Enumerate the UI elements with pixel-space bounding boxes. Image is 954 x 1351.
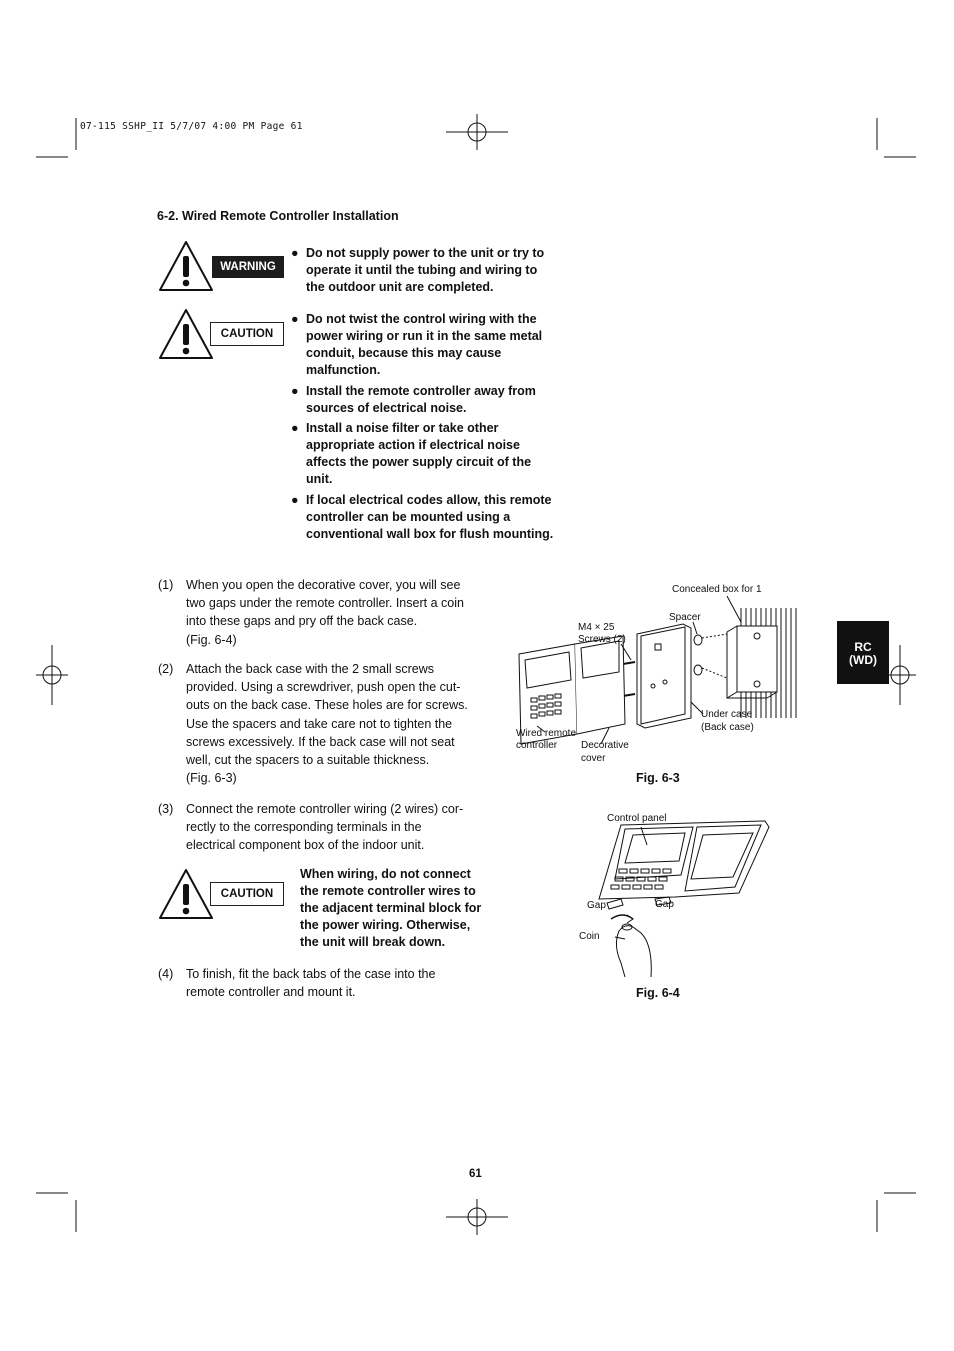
wiring-caution-label: CAUTION: [210, 882, 284, 906]
section-tab-line-2: (WD): [849, 653, 877, 667]
gap-right-label: Gap: [655, 899, 674, 910]
concealed-box-label: Concealed box for 1: [672, 584, 762, 595]
screws-label-1: M4 × 25: [578, 622, 615, 633]
step-number: (3): [158, 802, 174, 816]
decorative-cover-label-2: cover: [581, 753, 606, 764]
caution-item: ● Do not twist the control wiring with the power wiring or run it in the same metal conduit, because this may cause malfunction.: [291, 312, 543, 377]
bullet-icon: ●: [291, 384, 299, 398]
screws-label-2: Screws (2): [578, 634, 626, 645]
caution-list: [291, 311, 556, 543]
caution-label: CAUTION: [210, 322, 284, 346]
decorative-cover-label-1: Decorative: [581, 740, 629, 751]
fig-6-4-caption: Fig. 6-4: [636, 986, 680, 1000]
section-tab: [837, 621, 889, 684]
step-number: (2): [158, 662, 174, 676]
coin-label: Coin: [579, 931, 600, 942]
spacer-label: Spacer: [669, 612, 701, 623]
under-case-label-2: (Back case): [701, 722, 754, 733]
step-1: [158, 576, 488, 652]
gap-left-label: Gap: [587, 900, 606, 911]
step-4: [158, 965, 488, 1005]
bullet-icon: ●: [291, 421, 299, 435]
page-number: 61: [469, 1168, 482, 1180]
caution-item: ● Install the remote controller away from sources of electrical noise.: [291, 384, 536, 415]
print-slug: 07-115 SSHP_II 5/7/07 4:00 PM Page 61: [80, 121, 303, 132]
section-title: 6-2. Wired Remote Controller Installation: [157, 209, 399, 223]
caution-item: ● Install a noise filter or take other appropriate action if electrical noise affects the power supply circuit of the unit.: [291, 421, 532, 486]
bullet-icon: ●: [291, 246, 299, 260]
wired-remote-label-1: Wired remote: [516, 728, 577, 739]
step-3: [158, 800, 488, 858]
caution-triangle-icon: [158, 308, 214, 360]
step-text: Connect the remote controller wiring (2 wires) cor- rectly to the corresponding terminals in the electrical component box of the indoor unit.: [186, 802, 464, 853]
step-number: (1): [158, 578, 174, 592]
control-panel-label: Control panel: [607, 813, 667, 824]
step-text: To finish, fit the back tabs of the case into the remote controller and mount it.: [186, 967, 436, 1000]
fig-6-3-caption: Fig. 6-3: [636, 771, 680, 785]
caution-triangle-icon: [158, 868, 214, 920]
warning-list: [291, 245, 556, 296]
caution-item: ● If local electrical codes allow, this remote controller can be mounted using a conventional wall box for flush mounting.: [291, 493, 554, 541]
bullet-icon: ●: [291, 312, 299, 326]
step-2: [158, 660, 488, 790]
under-case-label-1: Under case: [701, 709, 753, 720]
section-tab-line-1: RC: [854, 640, 872, 654]
bullet-icon: ●: [291, 493, 299, 507]
step-text: Attach the back case with the 2 small screws provided. Using a screwdriver, push open the cut- outs on the back case. These holes are for screws. Use the spacers and take care not to tighten the screws excessively. If the back case will not seat well, cut the spacers to a suitable thickness. (Fig. 6-3): [186, 662, 468, 786]
wiring-caution-text: When wiring, do not connect the remote controller wires to the adjacent terminal block for the power wiring. Otherwise, the unit will break down.: [300, 867, 482, 949]
warning-label: WARNING: [212, 256, 284, 278]
warning-item: ● Do not supply power to the unit or try to operate it until the tubing and wiring to the outdoor unit are completed.: [291, 246, 545, 294]
step-number: (4): [158, 967, 174, 981]
wired-remote-label-2: controller: [516, 740, 558, 751]
warning-triangle-icon: [158, 240, 214, 292]
step-text: When you open the decorative cover, you will see two gaps under the remote controller. Insert a coin into these gaps and pry off the back case. (Fig. 6-4): [186, 578, 464, 647]
